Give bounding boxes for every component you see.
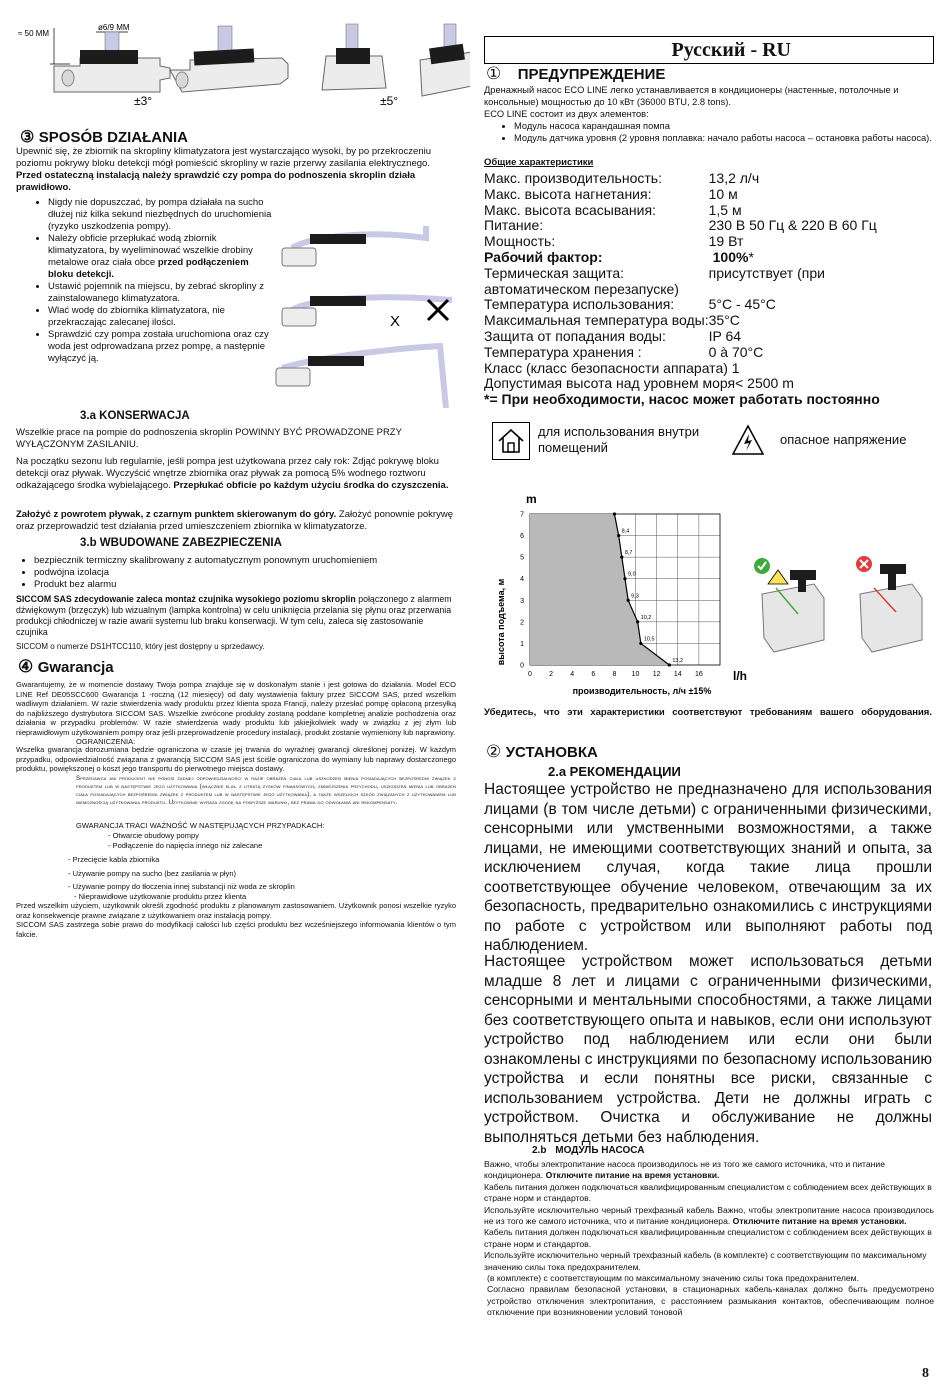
- s3-intro-text: Upewnić się, że zbiornik na skropliny klimatyzatora jest wystarczająco wysoki, by po przekroczeniu poziomu pokrywy bloku detekcji mógł pomieścić skropliny w razie przerwy zasilania elektrycznego.: [16, 146, 431, 169]
- spec-row: Температура использования: 5°C - 45°C: [484, 296, 776, 313]
- s4-ogr: OGRANICZENIA:: [76, 737, 136, 746]
- s3b-item: • Produkt bez alarmu: [34, 579, 474, 591]
- spec-table-1: [484, 171, 880, 408]
- spec-row: Мощность: 19 Вт: [484, 233, 744, 250]
- correct-orientation-image: [754, 558, 824, 652]
- s3b-title: 3.b WBUDOWANE ZABEZPIECZENIA: [80, 537, 282, 549]
- x-tick-label: 8: [612, 671, 617, 678]
- data-point-label: 9,3: [631, 593, 639, 600]
- x-tick-label: 4: [570, 671, 575, 678]
- spec-row: Температура хранения : 0 à 70°C: [484, 343, 764, 360]
- x-tick-label: 0: [528, 671, 532, 678]
- performance-chart-svg: [492, 488, 752, 698]
- s4-p4: SICCOM SAS zastrzega sobie prawo do modyfikacji całości lub części produktu bez wcześniejszego informowania klientów o tym fakcie.: [16, 920, 456, 939]
- s3-heading: [20, 127, 460, 147]
- y-tick-label: 2: [520, 619, 524, 627]
- chars-title: Общие характеристики: [484, 157, 594, 168]
- x-tick-label: 2: [549, 671, 554, 678]
- s4-p3: Przed wszelkim użyciem, użytkownik określi zgodność produktu z planowanym zastosowaniem. Użytkownik ponosi wszelkie ryzyko oraz konsekwencje prawne związane z użytkowaniem oraz instalacją pompy.: [16, 901, 456, 920]
- data-point: [639, 642, 642, 645]
- tilt-side-label: ±5°: [380, 94, 399, 108]
- spec-row: Максимальная температура воды: 35°C: [484, 312, 740, 329]
- data-point: [623, 577, 626, 580]
- s2a-p1: Настоящее устройство не предназначено для использования лицами (в том числе детьми) с ограниченными физическими, сенсорными или умственными возможностями, а также лицами, не имеющими соответствующих знаний и опыта, за исключением случая, когда такие лица прошли соответствующее обучение человеком, отвечающим за их безопасность, предварительно ознакомились с инструкциями по работе с устройством или выполняют работы под наблюдением.: [484, 781, 932, 954]
- s1-intro: Дренажный насос ECO LINE легко устанавливается в кондиционеры (настенные, потолочные и консольные) мощностью до 10 кВт (36000 BTU, 2.8 tons).: [484, 85, 899, 107]
- s3-bullet: • Nigdy nie dopuszczać, by pompa działała na sucho dłużej niż kilka sekund niezbędnych do uruchomienia (ryzyko uszkodzenia pompy).: [48, 197, 276, 233]
- s4-title: Gwarancja: [37, 659, 114, 676]
- void-case: - Używanie pompy na sucho (bez zasilania w płyn): [68, 868, 236, 878]
- dim-diameter-label: ø6/9 MM: [98, 23, 130, 32]
- spec-row-thermal: Термическая защита: присутствует (при: [484, 264, 825, 281]
- s4-p1: Gwarantujemy, że w momencie dostawy Twoja pompa znajduje się w doskonałym stanie i jest gotowa do działania. Model ECO LINE Ref DE05SCC600 Gwarancja 1 -roczną (12 miesięcy) od daty wystawienia faktury przez SICCOM SAS, przed wszelkim wadliwym działaniem. W razie stwierdzenia wady produktu przez klienta spoza Francji, należy przesłać pompę opłaconą przesyłką do najbliższego dystrybutora SICCOM SAS. Wszelkie zwrócone produkty zostaną poddane kompletnej analizie pochodzenia oraz działania w przypadku problemów. W razie stwierdzenia wady produktu lub jakiejkolwiek wady w związku z jej złym lub nieprawidłowym użytkowaniem pompy oraz jeśli przeprowadzenie procedury instalacji, produkt zostanie wymieniony lub naprawiony.: [16, 680, 456, 737]
- s3-title: SPOSÓB DZIAŁANIA: [38, 129, 188, 146]
- top-figure: [10, 18, 470, 118]
- data-point: [620, 556, 623, 559]
- spec-row-thermal-cont: автоматическом перезапуске): [484, 280, 679, 297]
- spec-row-class: Класс (класс безопасности аппарата) 1: [484, 359, 740, 376]
- s1-heading: [486, 64, 926, 84]
- x-tick-label: 12: [652, 671, 661, 678]
- s1-item: • Модуль датчика уровня (2 уровня поплавка: начало работы насоса – остановка работы насоса).: [514, 132, 950, 144]
- s4-void-title: GWARANCJA TRACI WAŻNOŚĆ W NASTĘPUJĄCYCH PRZYPADKACH:: [76, 821, 325, 830]
- spec-row: Питание: 230 В 50 Гц & 220 В 60 Гц: [484, 217, 877, 234]
- page-number: 8: [922, 1366, 929, 1381]
- data-point-label: 8,4: [621, 528, 630, 535]
- spec-row-altitude: Допустимая высота над уровнем моря< 2500 m: [484, 375, 794, 392]
- y-unit-label: m: [526, 492, 537, 506]
- tilt-front-label: ±3°: [134, 94, 153, 108]
- spec-row-note: *= При необходимости, насос может работать постоянно: [484, 391, 880, 408]
- s2b-p1: Важно, чтобы электропитание насоса производилось не из того же самого источника, что и питание кондиционера. Отключите питание на время установки.: [484, 1159, 886, 1181]
- s2a-title: 2.a РЕКОМЕНДАЦИИ: [548, 764, 681, 779]
- spec-row: Макс. высота нагнетания: 10 м: [484, 185, 738, 202]
- y-axis-title: высота подъема, м: [496, 578, 506, 666]
- s4-p2: Wszelka gwarancja dorozumiana będzie ograniczona w czasie jej trwania do wyraźnej gwarancji określonej poniżej. W każdym przypadku, odpowiedzialność związana z gwarancją SICCOM SAS jest ściśle ograniczona do wymiany lub naprawy dostarczonego produktu, powiększonej o koszt jego transportu do pierwotnego miejsca dostawy.: [16, 745, 456, 774]
- y-tick-label: 3: [520, 597, 524, 605]
- s4-liability: Sprzedawca ani producent nie ponosi żadnej odpowiedzialności w razie obrażeń ciała lub uszkodzeń mienia posiadających bezpośredni związek z produktem lub w następstwie jego użytkowania (włącznie m.in. z utratą zysków finansowych, zmniejszenia przychodu, uszkodzeń mienia lub obrażeń ciała posiadających bezpośredni związek z produktem lub w następstwie jego użytkowania), a także wszelkich szkód związanych z użytkowaniem lub niemożnością użytkowania produktu. Użytkownik wyraża zgodę na powyższe warunki, bez prawa do odwołania ani rekompensaty.: [76, 776, 456, 806]
- void-case: - Nieprawidłowe użytkowanie produktu przez klienta: [74, 891, 247, 901]
- s1-consists: ECO LINE состоит из двух элементов:: [484, 109, 649, 119]
- s4-heading: [18, 657, 458, 677]
- s3a-title: 3.a KONSERWACJA: [80, 410, 190, 422]
- s2b-p5: Используйте исключительно черный трехфазный кабель (в комплекте) с соответствующим по максимальному значению силы тока предохранителем.: [484, 1250, 927, 1272]
- data-point: [636, 620, 639, 623]
- s2b-number: 2.b: [532, 1145, 547, 1156]
- s2b-title: МОДУЛЬ НАСОСА: [555, 1145, 645, 1156]
- operation-figures: [252, 208, 464, 408]
- s2b-p3: Используйте исключительно черный трехфазный кабель Важно, чтобы электропитание насоса производилось не из того же самого источника, что и питание кондиционера. Отключите питание на время установки.: [484, 1204, 934, 1227]
- s3-intro: [16, 146, 446, 194]
- s3b-item: • bezpiecznik termiczny skalibrowany z automatycznym ponownym uruchomieniem: [34, 555, 474, 567]
- performance-chart: [492, 488, 752, 698]
- data-point-label: 8,7: [624, 550, 633, 557]
- s3-bullet-list: [16, 197, 276, 365]
- language-header: [484, 36, 934, 64]
- language-title: Русский - RU: [671, 39, 791, 61]
- x-tick-label: 6: [591, 671, 596, 678]
- data-point: [613, 512, 616, 515]
- s3a-p1: Wszelkie prace na pompie do podnoszenia skroplin POWINNY BYĆ PROWADZONE PRZY WYŁĄCZONYM ZASILANIU.: [16, 427, 402, 450]
- s3b-ref: SICCOM o numerze DS1HTCC110, który jest dostępny u sprzedawcy.: [16, 642, 265, 651]
- section-number-4: ④: [18, 657, 34, 676]
- void-case: - Używanie pompy do tłoczenia innej substancji niż woda ze skroplin: [68, 882, 295, 892]
- s1-item: • Модуль насоса карандашная помпа: [514, 120, 950, 132]
- section-number-3: ③: [20, 129, 35, 146]
- x-unit-label: l/h: [733, 669, 747, 683]
- s3a-p2: Na początku sezonu lub regularnie, jeśli pompa jest użytkowana przez cały rok: Zdjąć pokrywę bloku detekcji oraz pływak. Wyczyścić wnętrze zbiornika oraz pływak za pomocą 5% wodnego roztworu odkażającego środka wybielającego. Przepłukać obficie po każdym użyciu środka do czyszczenia.: [16, 456, 449, 491]
- s3-bullet: • Sprawdzić czy pompa została uruchomiona oraz czy woda jest odprowadzana przez pompę, a następnie wyłączyć ją.: [48, 329, 276, 365]
- data-point-label: 9,0: [628, 571, 636, 578]
- s2-title: УСТАНОВКА: [505, 744, 598, 761]
- s3b-paragraph: SICCOM SAS zdecydowanie zaleca montaż czujnika wysokiego poziomu skroplin połączonego z alarmem dźwiękowym (brzęczyk) lub wizualnym (lampka kontrolna) w celu uniknięcia przelania się płynu oraz przerwania produkcji chłodniczej w razie awarii systemu lub braku konserwacji. W tym celu, zaleca się zastosowanie czujnika: [16, 594, 452, 637]
- orientation-figure: [752, 548, 928, 656]
- section-number-2: ②: [486, 742, 502, 761]
- data-point: [668, 663, 671, 666]
- s2a-p2: Настоящее устройством может использоваться детьми младше 8 лет и лицами с ограниченными физическими, сенсорными и ментальными способностями, а также лицами без соответствующего опыта и навыков, если они используют устройство под наблюдением или если они были ознакомлены с инструкциями по безопасному использованию устройства и если понятны все риски, связанные с использованием устройства. Дети не должны играть с устройством. Очистка и обслуживание не должны выполняться детьми без наблюдения.: [484, 953, 932, 1146]
- s4-void-list-a: [108, 831, 262, 850]
- x-tick-label: 10: [631, 671, 640, 678]
- y-tick-label: 6: [520, 533, 524, 541]
- s3a-p3: Założyć z powrotem pływak, z czarnym punktem skierowanym do góry. Założyć ponownie pokrywę oraz przeprowadzić test działania przed umieszczeniem zbiornika w klimatyzatorze.: [16, 509, 453, 532]
- data-point-label: 13,2: [672, 658, 684, 664]
- y-tick-label: 4: [520, 576, 524, 584]
- s2b-body: [484, 1159, 934, 1319]
- void-case: - Otwarcie obudowy pompy: [108, 831, 199, 840]
- section-number-1: ①: [486, 64, 502, 83]
- s3-bullet: • Ustawić pojemnik na miejscu, by zebrać skropliny z zainstalowanego klimatyzatora.: [48, 281, 276, 305]
- s3b-list: [2, 555, 474, 591]
- verify-text: Убедитесь, что эти характеристики соответствуют требованиям вашего оборудования.: [484, 707, 932, 718]
- x-axis-title: производительность, л/ч ±15%: [572, 686, 712, 696]
- void-case: - Podłączenie do napięcia innego niż zalecane: [108, 840, 263, 850]
- s3b-item: • podwójna izolacja: [34, 567, 474, 579]
- incorrect-orientation-image: [856, 556, 922, 652]
- y-tick-label: 0: [520, 662, 524, 670]
- spec-row: Макс. высота всасывания: 1,5 м: [484, 201, 742, 218]
- s2b-p6: (в комплекте) с соответствующим по максимальному значению силы тока предохранителем.: [487, 1273, 859, 1284]
- spec-row: Защита от попадания воды: IP 64: [484, 327, 742, 344]
- y-tick-label: 7: [520, 511, 524, 519]
- data-point: [627, 599, 630, 602]
- fig-x-mark: X: [390, 313, 401, 330]
- x-tick-label: 16: [694, 671, 703, 678]
- s2-heading: [486, 742, 926, 762]
- s3-bullet: • Należy obficie przepłukać wodą zbiornik klimatyzatora, by wyeliminować wszelkie drobiny metalowe oraz ciała obce przed podłączeniem bloku detekcji.: [48, 233, 276, 281]
- s1-items: [482, 120, 950, 144]
- data-point: [617, 534, 620, 537]
- s2b-p4: Кабель питания должен подключаться квалифицированным специалистом с соблюдением всех действующих в стране норм и стандартов.: [484, 1227, 932, 1249]
- data-point-label: 10,2: [640, 614, 652, 621]
- s4-void-list-b: [68, 855, 295, 901]
- high-voltage-icon: [732, 424, 764, 456]
- x-tick-label: 14: [673, 671, 682, 678]
- high-voltage-label: опасное напряжение: [780, 432, 907, 447]
- s3-intro-bold: Przed ostateczną instalacją należy sprawdzić czy pompa do podnoszenia skroplin działa prawidłowo.: [16, 170, 416, 193]
- s2b-p7: Согласно правилам безопасной установки, в стационарных кабель-каналах должно быть предусмотрено устройство отключения электропитания, с расстоянием размыкания контактов, обеспечивающим полное отключение при возникновении условий тоновой: [487, 1284, 934, 1318]
- indoor-use-icon: [492, 422, 530, 460]
- y-tick-label: 1: [520, 640, 524, 648]
- s1-title: ПРЕДУПРЕЖДЕНИЕ: [517, 66, 666, 83]
- y-tick-label: 5: [520, 554, 524, 562]
- s2b-heading: [532, 1145, 644, 1156]
- dim-height-label: ≈ 50 MM: [18, 29, 50, 38]
- indoor-use-label: для использования внутри помещений: [538, 424, 700, 455]
- s3-bullet: • Wlać wodę do zbiornika klimatyzatora, nie przekraczając zalecanej ilości.: [48, 305, 276, 329]
- spec-row-power-factor: Рабочий фактор: 100%*: [484, 248, 754, 265]
- s2b-p2: Кабель питания должен подключаться квалифицированным специалистом с соблюдением всех действующих в стране норм и стандартов.: [484, 1181, 932, 1204]
- spec-row: Макс. производительность: 13,2 л/ч: [484, 170, 760, 186]
- data-point-label: 10,5: [643, 636, 655, 643]
- void-case: - Przecięcie kabla zbiornika: [68, 855, 160, 864]
